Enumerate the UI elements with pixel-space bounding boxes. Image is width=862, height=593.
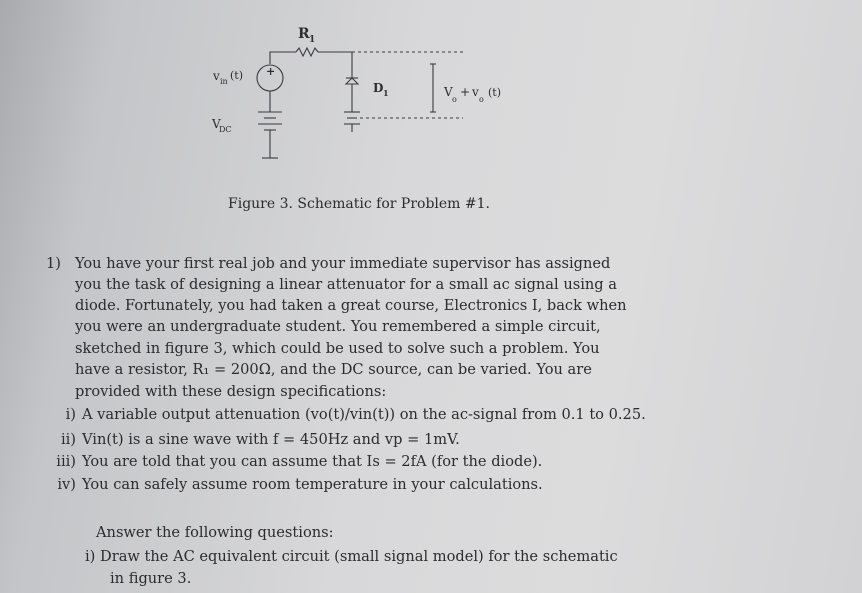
vdc-sub: DC: [219, 125, 232, 134]
problem-line: diode. Fortunately, you had taken a great course, Electronics I, back when: [75, 297, 627, 314]
question-text-line2: in figure 3.: [110, 570, 192, 587]
schematic-figure: [0, 0, 862, 200]
r1-sub: 1: [309, 35, 316, 45]
spec-number: iii): [56, 453, 76, 470]
vo-small-sub: o: [479, 95, 484, 104]
vin-sub: in: [220, 77, 228, 86]
d1-sub: 1: [383, 88, 389, 98]
vo-label: V: [444, 85, 453, 99]
problem-line: You have your first real job and your immediate supervisor has assigned: [75, 255, 611, 272]
vo-t: (t): [488, 86, 502, 99]
spec-item: [42, 451, 542, 472]
figure-caption: Figure 3. Schematic for Problem #1.: [228, 196, 490, 212]
problem-line: sketched in figure 3, which could be used to solve such a problem. You: [75, 340, 600, 357]
r1-label: R: [298, 26, 310, 42]
spec-text: You are told that you can assume that Is = 2fA (for the diode).: [82, 453, 543, 470]
spec-item: [42, 429, 460, 450]
problem-number: 1): [46, 255, 61, 272]
spec-number: ii): [60, 431, 76, 448]
problem-line: you were an undergraduate student. You remembered a simple circuit,: [75, 318, 601, 335]
source-plus: +: [266, 65, 276, 78]
problem-line: provided with these design specifications:: [75, 383, 387, 400]
spec-number: i): [65, 406, 76, 423]
vin-t: (t): [230, 69, 244, 82]
questions-intro: Answer the following questions:: [96, 524, 334, 541]
spec-number: iv): [57, 476, 76, 493]
question-item: [85, 546, 618, 568]
d1-label: D: [373, 81, 384, 95]
wire-top-left: [270, 52, 296, 64]
question-number: i): [85, 548, 96, 565]
spec-text: Vin(t) is a sine wave with f = 450Hz and vp = 1mV.: [82, 431, 460, 448]
vin-label: v: [213, 69, 220, 83]
spec-item: [42, 404, 646, 425]
spec-item: [42, 474, 543, 495]
vdc-label: V: [212, 117, 221, 131]
vo-sub: o: [452, 95, 457, 104]
vo-plus: +: [460, 85, 471, 99]
diode-d1: [346, 78, 358, 84]
problem-line: have a resistor, R₁ = 200Ω, and the DC source, can be varied. You are: [75, 361, 592, 378]
problem-line: you the task of designing a linear attenuator for a small ac signal using a: [75, 276, 617, 293]
circuit-diagram: [0, 0, 862, 200]
spec-text: You can safely assume room temperature in your calculations.: [82, 476, 543, 493]
resistor-r1: [296, 48, 318, 56]
vo-small-label: v: [472, 85, 479, 99]
question-text-line1: Draw the AC equivalent circuit (small signal model) for the schematic: [100, 548, 618, 565]
spec-text: A variable output attenuation (vo(t)/vin(t)) on the ac-signal from 0.1 to 0.25.: [82, 406, 646, 423]
